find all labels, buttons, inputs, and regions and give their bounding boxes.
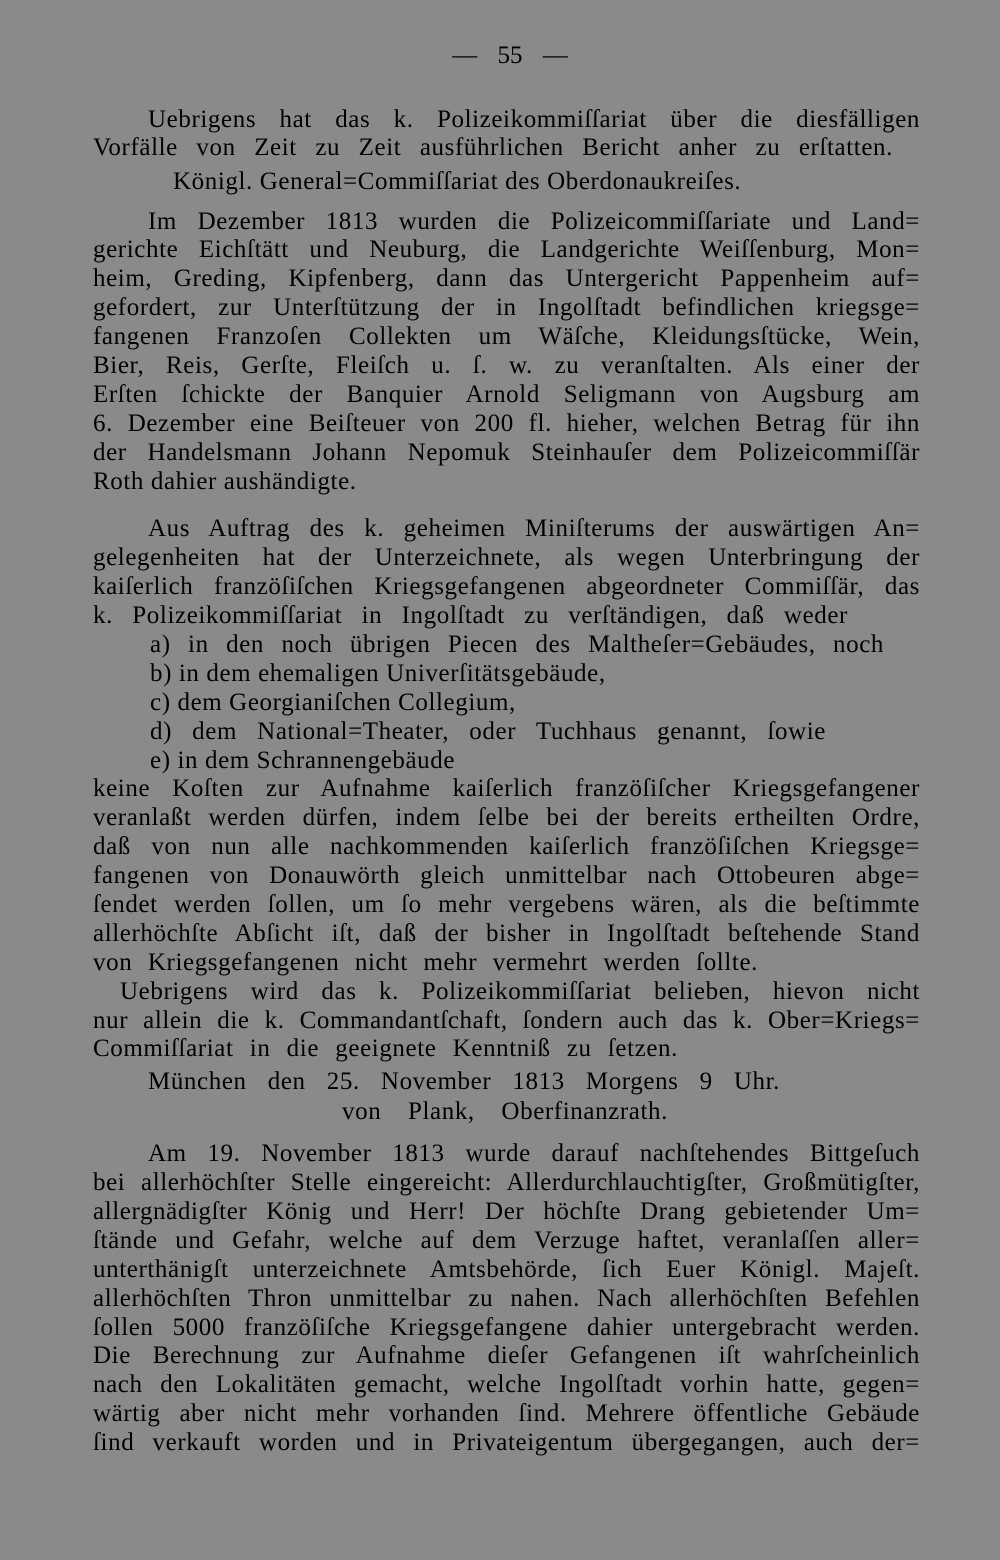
- text-line: von Kriegsgefangenen nicht mehr vermehrt werden ſollte.: [93, 948, 758, 976]
- text-line: Am 19. November 1813 wurde darauf nachſtehendes Bittgeſuch: [148, 1140, 920, 1168]
- text-line: gefordert, zur Unterſtützung der in Ingolſtadt befindlichen kriegsge=: [93, 294, 920, 322]
- text-line: wärtig aber nicht mehr vorhanden ſind. Mehrere öffentliche Gebäude: [93, 1400, 920, 1428]
- text-line: gelegenheiten hat der Unterzeichnete, als wegen Unterbringung der: [93, 544, 920, 572]
- paragraph: [93, 1140, 920, 1458]
- text-line: allergnädigſter König und Herr! Der höchſte Drang gebietender Um=: [93, 1197, 920, 1225]
- text-line: ſollen 5000 franzöſiſche Kriegsgefangene dahier untergebracht werden.: [93, 1313, 920, 1341]
- text-line: Im Dezember 1813 wurden die Polizeicommiſſariate und Land=: [148, 207, 920, 235]
- text-line: daß von nun alle nachkommenden kaiſerlich franzöſiſchen Kriegsge=: [93, 833, 920, 861]
- text-line: gerichte Eichſtätt und Neuburg, die Landgerichte Weiſſenburg, Mon=: [93, 236, 920, 264]
- text-line: Commiſſariat in die geeignete Kenntniß zu ſetzen.: [93, 1035, 678, 1063]
- text-line: veranlaßt werden dürfen, indem ſelbe bei der bereits ertheilten Ordre,: [93, 804, 920, 832]
- paragraph: [93, 208, 920, 497]
- signature-line: Königl. General=Commiſſariat des Oberdonaukreiſes.: [173, 168, 742, 196]
- dateline: München den 25. November 1813 Morgens 9 Uhr.: [148, 1068, 780, 1096]
- text-line: fangenen von Donauwörth gleich unmittelbar nach Ottobeuren abge=: [93, 862, 920, 890]
- text-line: Roth dahier aushändigte.: [93, 467, 357, 495]
- page-number: — 55 —: [452, 41, 568, 69]
- text-line: Erſten ſchickte der Banquier Arnold Seligmann von Augsburg am: [93, 380, 920, 408]
- text-line: Uebrigens wird das k. Polizeikommiſſariat belieben, hievon nicht: [120, 977, 920, 1005]
- text-line: nur allein die k. Commandantſchaft, ſondern auch das k. Ober=Kriegs=: [93, 1006, 920, 1034]
- text-line: ſtände und Gefahr, welche auf dem Verzuge haftet, veranlaſſen aller=: [93, 1226, 920, 1254]
- list-item: d) dem National=Theater, oder Tuchhaus genannt, ſowie: [150, 717, 826, 745]
- text-line: fangenen Franzoſen Collekten um Wäſche, Kleidungsſtücke, Wein,: [93, 323, 920, 351]
- text-line: Vorfälle von Zeit zu Zeit ausführlichen Bericht anher zu erſtatten.: [93, 134, 893, 162]
- page-body: [93, 106, 920, 1459]
- text-line: Aus Auftrag des k. geheimen Miniſterums der auswärtigen An=: [148, 515, 920, 543]
- text-line: der Handelsmann Johann Nepomuk Steinhauſer dem Polizeicommiſſär: [93, 438, 920, 466]
- text-line: Die Berechnung zur Aufnahme dieſer Gefangenen iſt wahrſcheinlich: [93, 1342, 920, 1370]
- text-line: ſind verkauft worden und in Privateigentum übergegangen, auch der=: [93, 1429, 920, 1457]
- text-line: allerhöchſten Thron unmittelbar zu nahen. Nach allerhöchſten Befehlen: [93, 1284, 920, 1312]
- text-line: ſendet werden ſollen, um ſo mehr vergebens wären, als die beſtimmte: [93, 891, 920, 918]
- list-item: c) dem Georgianiſchen Collegium,: [150, 688, 516, 716]
- text-line: heim, Greding, Kipfenberg, dann das Untergericht Pappenheim auf=: [93, 265, 920, 293]
- text-line: kaiſerlich franzöſiſchen Kriegsgefangenen abgeordneter Commiſſär, das: [93, 573, 920, 601]
- list-item: a) in den noch übrigen Piecen des Maltheſer=Gebäudes, noch: [150, 630, 884, 658]
- text-line: nach den Lokalitäten gemacht, welche Ingolſtadt vorhin hatte, gegen=: [93, 1371, 920, 1399]
- text-line: Uebrigens hat das k. Polizeikommiſſariat über die diesfälligen: [148, 105, 920, 133]
- list-item: e) in dem Schrannengebäude: [150, 746, 456, 774]
- text-line: keine Koſten zur Aufnahme kaiſerlich franzöſiſcher Kriegsgefangener: [93, 775, 920, 803]
- text-line: allerhöchſte Abſicht iſt, daß der bisher in Ingolſtadt beſtehende Stand: [93, 919, 920, 947]
- paragraph: [93, 515, 920, 1127]
- text-line: Bier, Reis, Gerſte, Fleiſch u. ſ. w. zu veranſtalten. Als einer der: [93, 351, 920, 379]
- item-list: [93, 631, 920, 775]
- text-line: 6. Dezember eine Beiſteuer von 200 fl. hieher, welchen Betrag für ihn: [93, 409, 920, 437]
- signature-line: von Plank, Oberfinanzrath.: [342, 1098, 668, 1126]
- text-line: bei allerhöchſter Stelle eingereicht: Allerdurchlauchtigſter, Großmütigſter,: [93, 1169, 920, 1197]
- text-line: k. Polizeikommiſſariat in Ingolſtadt zu verſtändigen, daß weder: [93, 602, 848, 630]
- paragraph: [93, 106, 920, 198]
- text-line: unterthänigſt unterzeichnete Amtsbehörde, ſich Euer Königl. Majeſt.: [93, 1255, 920, 1283]
- list-item: b) in dem ehemaligen Univerſitätsgebäude,: [150, 659, 606, 687]
